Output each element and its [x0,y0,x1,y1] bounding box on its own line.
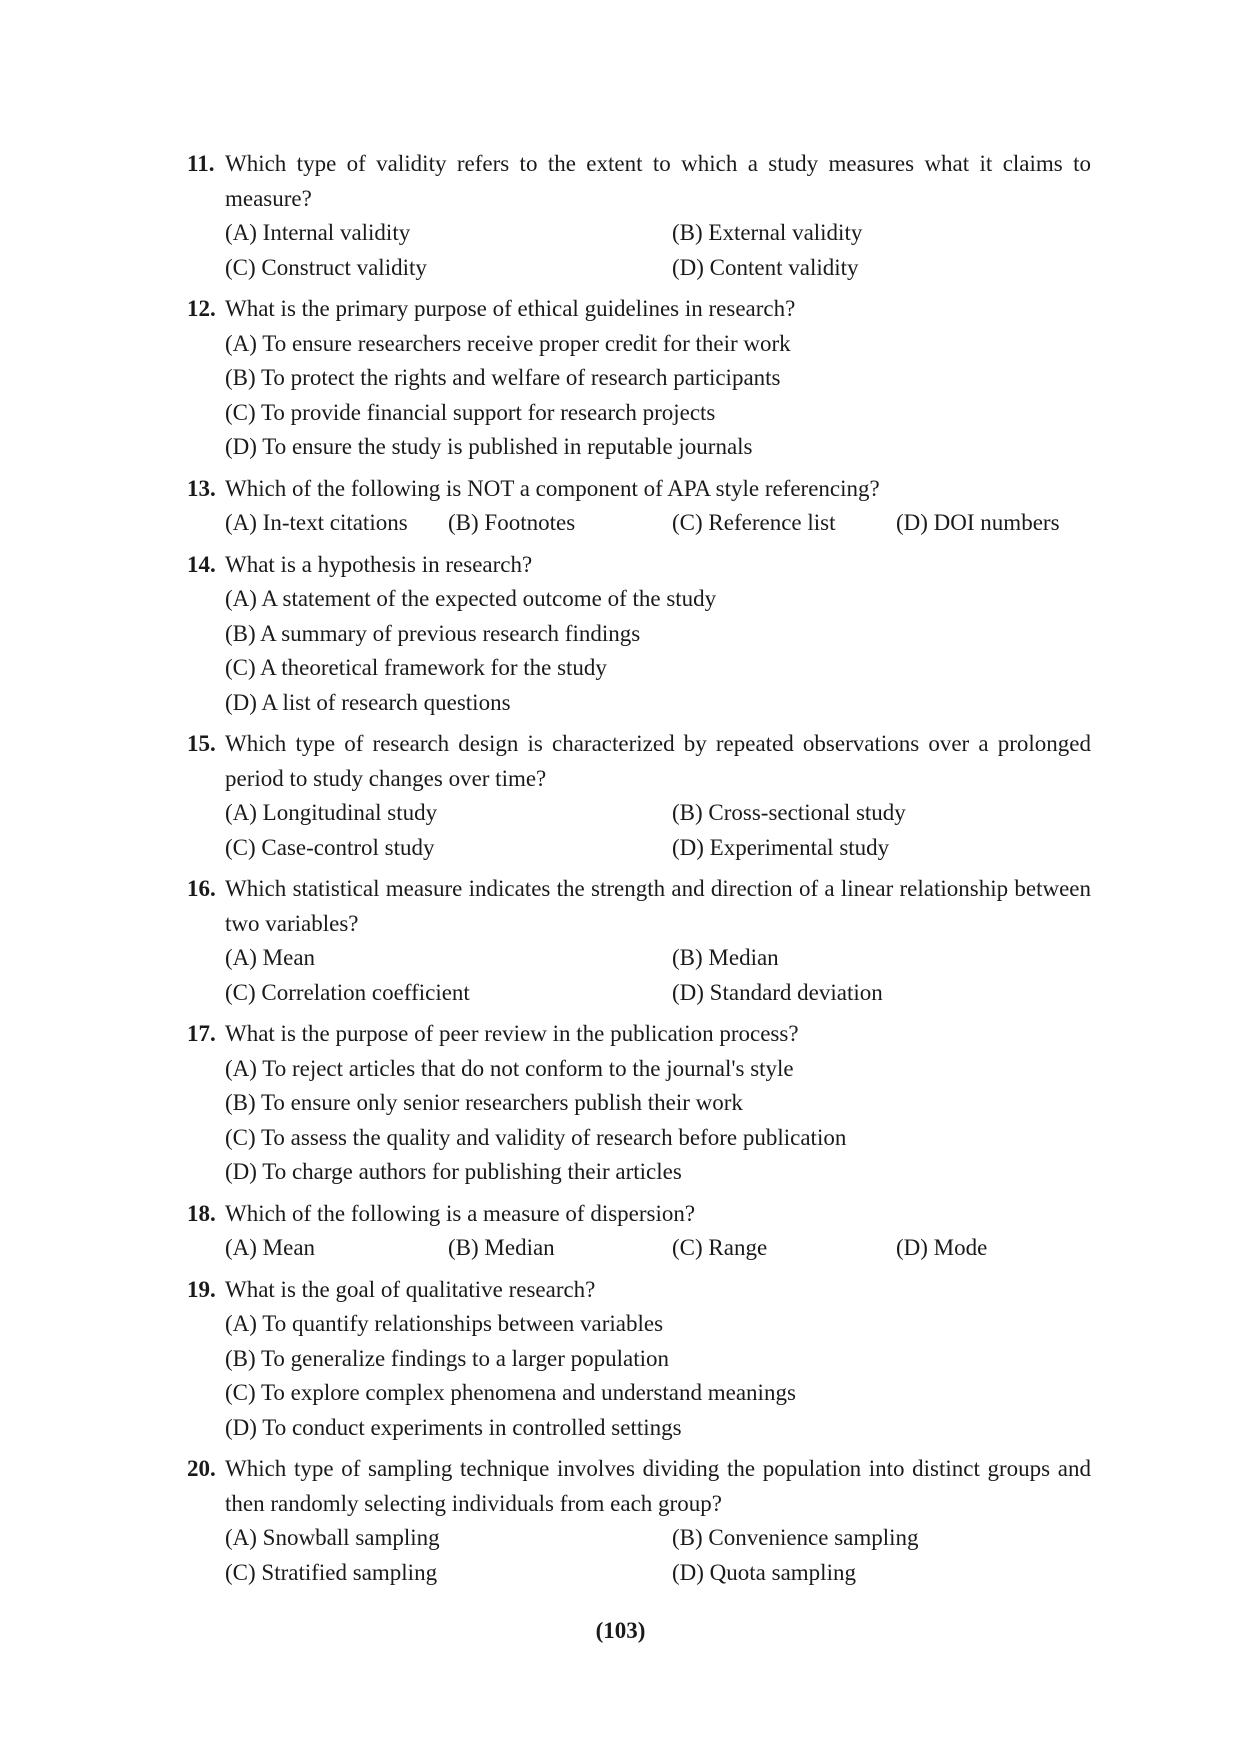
option-b: (B) To generalize findings to a larger population [225,1345,669,1371]
options [225,1521,1091,1590]
option-a: (A) A statement of the expected outcome of the study [225,586,717,611]
question-stem [187,872,1091,941]
option-d: (D) Mode [896,1235,988,1260]
question-stem [187,1452,1091,1521]
options [225,506,1091,541]
question-text: Which type of validity refers to the extent to which a study measures what it claims to measure? [225,151,1091,211]
option-c: (C) Range [672,1235,768,1260]
option-a: (A) To reject articles that do not conform to the journal's style [225,1055,794,1081]
question-number: 11. [187,151,215,176]
question-stem [187,548,1091,583]
options [225,1052,1091,1190]
option-a: (A) Longitudinal study [225,800,438,825]
options [225,796,1091,865]
option-d: (D) To ensure the study is published in reputable journals [225,434,753,459]
question-number: 19. [187,1276,216,1302]
question-19 [187,1273,1091,1446]
options [225,327,1091,465]
question-stem [187,1273,1091,1308]
question-20 [187,1452,1091,1590]
option-c: (C) Reference list [672,510,836,535]
options [225,1307,1091,1445]
question-text: What is the goal of qualitative research? [225,1276,596,1302]
options [225,941,1091,1010]
question-stem [187,472,1091,507]
option-d: (D) To charge authors for publishing their articles [225,1159,682,1184]
option-b: (B) To ensure only senior researchers publish their work [225,1090,743,1115]
question-text: What is a hypothesis in research? [225,551,533,577]
question-text: Which type of sampling technique involves dividing the population into distinct groups and then randomly selecting individuals from each group? [225,1456,1091,1516]
option-b: (B) Median [672,945,779,970]
question-stem [187,1017,1091,1052]
option-b: (B) External validity [672,220,863,245]
question-number: 15. [187,731,216,756]
question-14 [187,548,1091,721]
question-11 [187,147,1091,285]
question-stem [187,292,1091,327]
option-a: (A) To ensure researchers receive proper credit for their work [225,330,791,356]
question-13 [187,472,1091,541]
option-c: (C) To provide financial support for research projects [225,399,716,425]
option-a: (A) Snowball sampling [225,1525,440,1550]
question-stem [187,147,1091,216]
option-b: (B) Convenience sampling [672,1525,919,1550]
option-b: (B) A summary of previous research findings [225,620,641,646]
question-18 [187,1197,1091,1266]
question-text: Which of the following is NOT a component of APA style referencing? [225,475,880,501]
option-d: (D) Quota sampling [672,1559,856,1585]
question-17 [187,1017,1091,1190]
option-d: (D) To conduct experiments in controlled settings [225,1414,682,1440]
question-16 [187,872,1091,1010]
option-b: (B) To protect the rights and welfare of research participants [225,365,781,390]
options [225,582,1091,720]
option-c: (C) To explore complex phenomena and understand meanings [225,1380,796,1405]
question-number: 18. [187,1200,216,1226]
question-12 [187,292,1091,465]
option-a: (A) Mean [225,1235,316,1260]
option-b: (B) Cross-sectional study [672,800,906,825]
question-stem [187,727,1091,796]
option-c: (C) Correlation coefficient [225,979,470,1005]
question-text: Which type of research design is characterized by repeated observations over a prolonged period to study changes over time? [225,731,1091,791]
question-number: 16. [187,876,216,901]
option-c: (C) Case-control study [225,834,435,860]
option-c: (C) Stratified sampling [225,1559,438,1585]
question-number: 20. [187,1456,216,1481]
option-a: (A) To quantify relationships between variables [225,1311,664,1336]
question-text: What is the primary purpose of ethical guidelines in research? [225,296,796,321]
options [225,1231,1091,1266]
option-c: (C) Construct validity [225,254,427,280]
option-d: (D) Experimental study [672,834,890,860]
question-15 [187,727,1091,865]
question-text: Which statistical measure indicates the strength and direction of a linear relationship between two variables? [225,876,1091,936]
option-d: (D) DOI numbers [896,510,1060,535]
question-stem [187,1197,1091,1232]
question-number: 13. [187,475,216,501]
option-d: (D) A list of research questions [225,689,511,715]
question-number: 17. [187,1021,216,1046]
options [225,216,1091,285]
option-d: (D) Content validity [672,254,859,280]
option-c: (C) To assess the quality and validity of research before publication [225,1124,847,1150]
question-number: 12. [187,296,216,321]
option-a: (A) Mean [225,945,316,970]
option-b: (B) Median [448,1235,555,1260]
option-a: (A) Internal validity [225,220,411,245]
question-list [187,147,1091,1597]
option-d: (D) Standard deviation [672,979,883,1005]
question-text: What is the purpose of peer review in the publication process? [225,1021,799,1046]
option-c: (C) A theoretical framework for the study [225,655,607,680]
page-number: (103) [595,1618,646,1643]
option-a: (A) In-text citations [225,510,408,535]
question-text: Which of the following is a measure of dispersion? [225,1200,696,1226]
option-b: (B) Footnotes [448,510,576,535]
question-number: 14. [187,551,216,577]
